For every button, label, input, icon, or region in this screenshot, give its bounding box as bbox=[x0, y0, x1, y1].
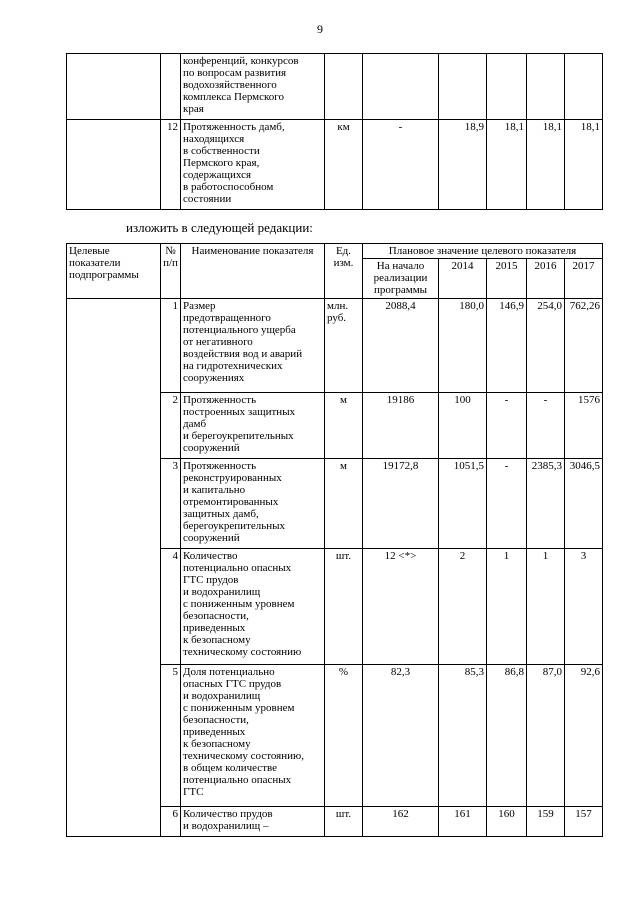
value-2017: 92,6 bbox=[565, 665, 603, 807]
table-row bbox=[67, 299, 603, 393]
indicator-name: Размер предотвращенного потенциального ущерба от негативного воздействия вод и аварий на гидротехнических сооружениях bbox=[181, 299, 325, 393]
unit-cell bbox=[325, 54, 363, 120]
header-2017: 2017 bbox=[565, 259, 603, 299]
value-2014: 85,3 bbox=[439, 665, 487, 807]
targets-cell bbox=[67, 299, 161, 837]
row-number: 2 bbox=[161, 393, 181, 459]
value-2017: 3 bbox=[565, 549, 603, 665]
value-2016: 87,0 bbox=[527, 665, 565, 807]
unit-cell: м bbox=[325, 459, 363, 549]
indicator-name: Протяженность реконструированных и капитально отремонтированных защитных дамб, берегоукрепительных сооружений bbox=[181, 459, 325, 549]
indicator-name: Протяженность дамб, находящихся в собственности Пермского края, содержащихся в работоспособном состоянии bbox=[181, 120, 325, 210]
start-value bbox=[363, 54, 439, 120]
header-targets: Целевые показатели подпрограммы bbox=[67, 244, 161, 299]
unit-cell: млн. руб. bbox=[325, 299, 363, 393]
unit-cell: шт. bbox=[325, 549, 363, 665]
header-2014: 2014 bbox=[439, 259, 487, 299]
top-table bbox=[66, 53, 603, 210]
header-unit: Ед. изм. bbox=[325, 244, 363, 299]
unit-cell: % bbox=[325, 665, 363, 807]
statement-text: изложить в следующей редакции: bbox=[126, 220, 313, 235]
value-2014 bbox=[439, 54, 487, 120]
value-2016: 159 bbox=[527, 807, 565, 837]
value-2015: 1 bbox=[487, 549, 527, 665]
value-2014: 18,9 bbox=[439, 120, 487, 210]
unit-cell: км bbox=[325, 120, 363, 210]
header-start: На начало реализации программы bbox=[363, 259, 439, 299]
value-2016: 1 bbox=[527, 549, 565, 665]
row-number: 5 bbox=[161, 665, 181, 807]
value-2014: 1051,5 bbox=[439, 459, 487, 549]
start-value: 2088,4 bbox=[363, 299, 439, 393]
row-number bbox=[161, 54, 181, 120]
row-number: 12 bbox=[161, 120, 181, 210]
main-table bbox=[66, 243, 603, 837]
value-2015: 18,1 bbox=[487, 120, 527, 210]
value-2015: 86,8 bbox=[487, 665, 527, 807]
row-number: 3 bbox=[161, 459, 181, 549]
value-2017: 762,26 bbox=[565, 299, 603, 393]
start-value: 162 bbox=[363, 807, 439, 837]
value-2014: 2 bbox=[439, 549, 487, 665]
header-number: № п/п bbox=[161, 244, 181, 299]
page-number: 9 bbox=[317, 22, 323, 36]
value-2017: 157 bbox=[565, 807, 603, 837]
value-2016: 18,1 bbox=[527, 120, 565, 210]
start-value: 12 <*> bbox=[363, 549, 439, 665]
value-2015: 146,9 bbox=[487, 299, 527, 393]
row-number: 6 bbox=[161, 807, 181, 837]
value-2016: 2385,3 bbox=[527, 459, 565, 549]
value-2014: 100 bbox=[439, 393, 487, 459]
header-2016: 2016 bbox=[527, 259, 565, 299]
value-2017: 18,1 bbox=[565, 120, 603, 210]
value-2014: 180,0 bbox=[439, 299, 487, 393]
indicator-name: Протяженность построенных защитных дамб и берегоукрепительных сооружений bbox=[181, 393, 325, 459]
value-2016: 254,0 bbox=[527, 299, 565, 393]
start-value: - bbox=[363, 120, 439, 210]
value-2015: - bbox=[487, 393, 527, 459]
unit-cell: м bbox=[325, 393, 363, 459]
table-row bbox=[67, 120, 603, 210]
unit-cell: шт. bbox=[325, 807, 363, 837]
value-2014: 161 bbox=[439, 807, 487, 837]
value-2017 bbox=[565, 54, 603, 120]
header-plan: Плановое значение целевого показателя bbox=[363, 244, 603, 259]
targets-cell bbox=[67, 120, 161, 210]
start-value: 19186 bbox=[363, 393, 439, 459]
indicator-name: конференций, конкурсов по вопросам развития водохозяйственного комплекса Пермского края bbox=[181, 54, 325, 120]
value-2016: - bbox=[527, 393, 565, 459]
value-2017: 1576 bbox=[565, 393, 603, 459]
value-2017: 3046,5 bbox=[565, 459, 603, 549]
start-value: 19172,8 bbox=[363, 459, 439, 549]
header-name: Наименование показателя bbox=[181, 244, 325, 299]
targets-cell bbox=[67, 54, 161, 120]
indicator-name: Количество прудов и водохранилищ – bbox=[181, 807, 325, 837]
indicator-name: Количество потенциально опасных ГТС прудов и водохранилищ с пониженным уровнем безопасности, приведенных к безопасному техническому состоянию bbox=[181, 549, 325, 665]
indicator-name: Доля потенциально опасных ГТС прудов и водохранилищ с пониженным уровнем безопасности, приведенных к безопасному техническому состоянию, в общем количестве потенциально опасных ГТС bbox=[181, 665, 325, 807]
value-2015 bbox=[487, 54, 527, 120]
row-number: 1 bbox=[161, 299, 181, 393]
table-row bbox=[67, 54, 603, 120]
value-2016 bbox=[527, 54, 565, 120]
start-value: 82,3 bbox=[363, 665, 439, 807]
row-number: 4 bbox=[161, 549, 181, 665]
value-2015: 160 bbox=[487, 807, 527, 837]
value-2015: - bbox=[487, 459, 527, 549]
header-2015: 2015 bbox=[487, 259, 527, 299]
header-row bbox=[67, 244, 603, 259]
